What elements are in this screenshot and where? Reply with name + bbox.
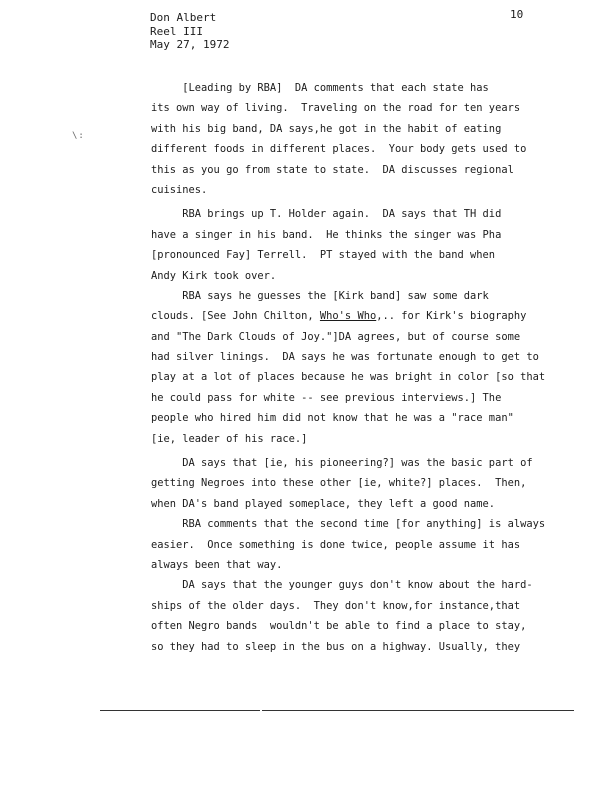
text-line: cuisines.	[151, 183, 208, 196]
text-line: always been that way.	[151, 558, 283, 571]
book-title: Who's Who	[319, 310, 377, 323]
text-line: RBA brings up T. Holder again. DA says that TH did	[151, 208, 502, 221]
text-line: he could pass for white -- see previous interviews.] The	[151, 391, 502, 404]
text-line: when DA's band played someplace, they left a good name.	[151, 497, 496, 510]
text-line: have a singer in his band. He thinks the singer was Pha	[151, 228, 502, 241]
text-line: and "The Dark Clouds of Joy."]DA agrees, but of course some	[151, 330, 521, 343]
text-line: DA says that [ie, his pioneering?] was the basic part of	[151, 457, 533, 470]
text-line: had silver linings. DA says he was fortunate enough to get to	[151, 351, 539, 364]
text-line: easier. Once something is done twice, people assume it has	[151, 538, 521, 551]
footer-rule-right	[262, 710, 574, 711]
reel-label: Reel III	[150, 24, 203, 38]
text-line: [Leading by RBA] DA comments that each state has	[151, 82, 489, 94]
text-line: DA says that the younger guys don't know about the hard-	[151, 579, 533, 592]
interviewee-name: Don Albert	[150, 11, 217, 24]
footer-rule-left	[100, 710, 260, 711]
text-line: [pronounced Fay] Terrell. PT stayed with the band when	[151, 249, 496, 262]
page-number: 10	[510, 8, 524, 21]
text-line: RBA comments that the second time [for anything] is always	[151, 518, 546, 531]
text-line: this as you go from state to state. DA discusses regional	[151, 163, 514, 176]
transcript-body	[151, 78, 581, 657]
text-line: people who hired him did not know that he was a "race man"	[151, 412, 514, 425]
text-segment: ,.. for Kirk's biography	[376, 310, 527, 323]
text-line: Andy Kirk took over.	[151, 269, 277, 282]
text-line: [ie, leader of his race.]	[151, 432, 308, 445]
page-header	[150, 11, 229, 52]
text-line: RBA says he guesses the [Kirk band] saw some dark	[151, 289, 489, 302]
interview-date: May 27, 1972	[150, 38, 230, 51]
text-line: so they had to sleep in the bus on a highway. Usually, they	[151, 640, 521, 653]
text-line: with his big band, DA says,he got in the habit of eating	[151, 122, 502, 135]
text-line: often Negro bands wouldn't be able to find a place to stay,	[151, 620, 527, 633]
margin-mark: \:	[72, 131, 85, 141]
text-line	[151, 306, 581, 326]
text-line: getting Negroes into these other [ie, white?] places. Then,	[151, 477, 527, 490]
text-line: its own way of living. Traveling on the road for ten years	[151, 102, 521, 115]
text-line: play at a lot of places because he was bright in color [so that	[151, 371, 546, 384]
text-line: ships of the older days. They don't know,for instance,that	[151, 599, 521, 612]
text-line: different foods in different places. Your body gets used to	[151, 143, 527, 156]
text-segment: clouds. [See John Chilton,	[151, 310, 320, 323]
